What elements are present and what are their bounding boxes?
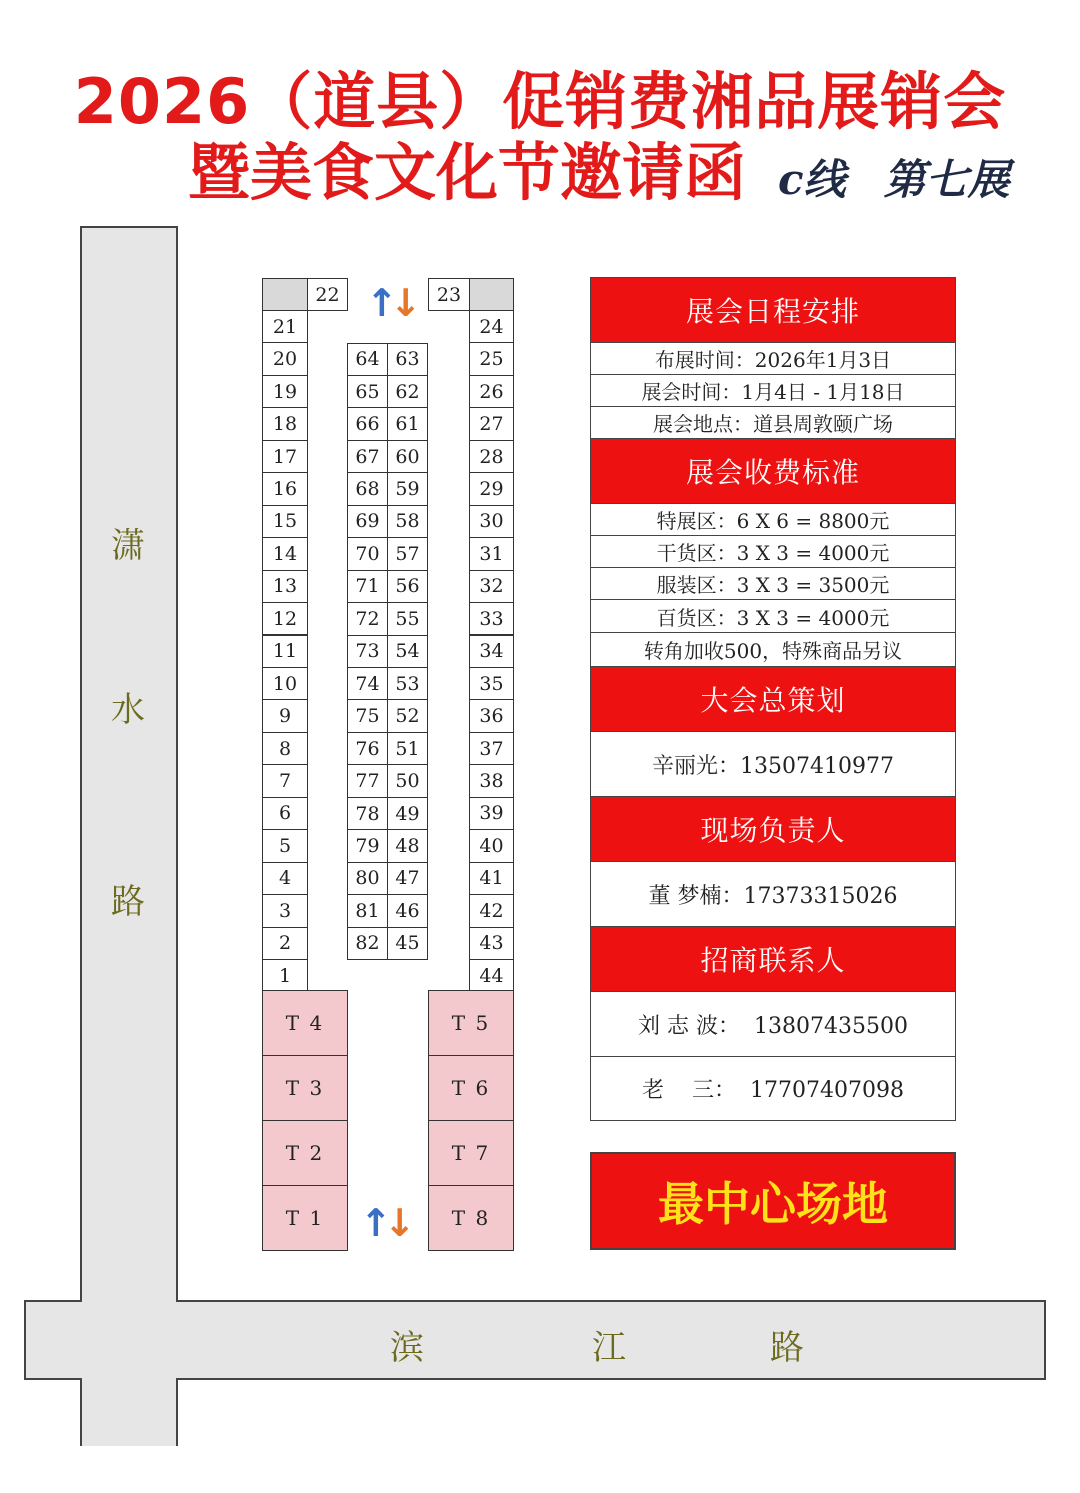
- booth-cell: 15: [262, 505, 308, 538]
- schedule-header: 展会日程安排: [590, 277, 956, 343]
- booth-cell: 52: [387, 699, 428, 732]
- booth-cell: 79: [347, 829, 388, 862]
- corner-gray-block: [469, 278, 514, 311]
- up-arrow-icon: ↑: [366, 281, 398, 325]
- schedule-setup-row: 布展时间：2026年1月3日: [590, 342, 956, 375]
- booth-cell: 27: [469, 407, 514, 440]
- booth-cell: 68: [347, 472, 388, 505]
- line-label: c线: [778, 155, 846, 204]
- fee-row: 特展区：6 X 6 = 8800元: [590, 503, 956, 536]
- up-arrow-icon: ↑: [360, 1201, 392, 1245]
- booth-cell: 2: [262, 927, 308, 960]
- horizontal-road-char-1: 滨: [390, 1328, 424, 1368]
- investment-header: 招商联系人: [590, 926, 956, 992]
- booth-cell: 36: [469, 699, 514, 732]
- booth-cell: 55: [387, 602, 428, 635]
- down-arrow-icon: ↓: [389, 281, 422, 325]
- vertical-road-char-1: 潇: [111, 526, 145, 566]
- booth-cell: 73: [347, 635, 388, 668]
- horizontal-road-char-2: 江: [592, 1328, 626, 1368]
- booth-cell: 64: [347, 343, 388, 376]
- investment-contact: 刘 志 波： 13807435500: [590, 991, 956, 1057]
- booth-cell: 33: [469, 602, 514, 635]
- booth-cell: 40: [469, 829, 514, 862]
- booth-cell: 21: [262, 310, 308, 343]
- onsite-contact: 董 梦楠：17373315026: [590, 861, 956, 927]
- booth-cell: 9: [262, 699, 308, 732]
- down-arrow-icon: ↓: [383, 1201, 416, 1245]
- booth-cell: 41: [469, 862, 514, 895]
- fee-note-row: 转角加收500，特殊商品另议: [590, 632, 956, 667]
- fee-row: 百货区：3 X 3 = 4000元: [590, 599, 956, 633]
- booth-cell: 78: [347, 797, 388, 830]
- booth-cell: 11: [262, 635, 308, 668]
- booth-cell: 74: [347, 667, 388, 700]
- onsite-header: 现场负责人: [590, 796, 956, 862]
- booth-cell: 10: [262, 667, 308, 700]
- fees-header: 展会收费标准: [590, 438, 956, 504]
- booth-cell: 35: [469, 667, 514, 700]
- booth-cell: 62: [387, 375, 428, 408]
- booth-cell: 69: [347, 505, 388, 538]
- booth-cell: 42: [469, 894, 514, 927]
- booth-cell: 66: [347, 407, 388, 440]
- booth-cell: 38: [469, 764, 514, 797]
- booth-cell: 49: [387, 797, 428, 830]
- booth-cell: 8: [262, 732, 308, 765]
- booth-cell: 75: [347, 699, 388, 732]
- booth-cell: 60: [387, 440, 428, 473]
- booth-cell: 39: [469, 797, 514, 830]
- booth-cell: 65: [347, 375, 388, 408]
- t-booth-cell: T 7: [428, 1120, 514, 1186]
- booth-cell: 31: [469, 537, 514, 570]
- booth-cell: 3: [262, 894, 308, 927]
- t-booth-cell: T 3: [262, 1055, 348, 1121]
- booth-cell: 71: [347, 570, 388, 603]
- booth-cell: 29: [469, 472, 514, 505]
- booth-cell: 24: [469, 310, 514, 343]
- booth-cell: 54: [387, 635, 428, 668]
- booth-cell: 56: [387, 570, 428, 603]
- booth-cell: 20: [262, 342, 308, 375]
- traffic-arrows-top: [366, 281, 422, 325]
- booth-cell: 82: [347, 927, 388, 960]
- investment-contact: 老 三： 17707407098: [590, 1056, 956, 1121]
- booth-cell: 70: [347, 537, 388, 570]
- booth-cell: 80: [347, 862, 388, 895]
- planner-contact: 辛丽光：13507410977: [590, 731, 956, 797]
- booth-cell: 7: [262, 764, 308, 797]
- booth-cell: 17: [262, 440, 308, 473]
- booth-cell: 44: [469, 959, 514, 992]
- t-booth-cell: T 2: [262, 1120, 348, 1186]
- planner-header: 大会总策划: [590, 666, 956, 732]
- horizontal-road-char-3: 路: [770, 1328, 804, 1368]
- booth-cell: 63: [387, 343, 428, 376]
- booth-cell: 22: [307, 278, 348, 311]
- booth-cell: 34: [469, 635, 514, 668]
- booth-cell: 45: [387, 927, 428, 960]
- booth-cell: 53: [387, 667, 428, 700]
- vertical-road-char-2: 水: [111, 690, 145, 730]
- invitation-title-line1: 2026（道县）促销费湘品展销会: [73, 65, 1007, 138]
- vertical-road-char-3: 路: [111, 882, 145, 922]
- binjiang-road: [24, 1300, 1046, 1380]
- booth-cell: 12: [262, 602, 308, 635]
- corner-gray-block: [262, 278, 308, 311]
- edition-tag: [778, 150, 1058, 210]
- booth-cell: 16: [262, 472, 308, 505]
- booth-cell: 50: [387, 764, 428, 797]
- booth-cell: 61: [387, 407, 428, 440]
- booth-cell: 47: [387, 862, 428, 895]
- booth-cell: 1: [262, 959, 308, 992]
- booth-cell: 46: [387, 894, 428, 927]
- booth-cell: 18: [262, 407, 308, 440]
- booth-cell: 81: [347, 894, 388, 927]
- booth-cell: 37: [469, 732, 514, 765]
- booth-cell: 4: [262, 862, 308, 895]
- invitation-title-line2: 暨美食文化节邀请函: [188, 136, 747, 209]
- booth-cell: 67: [347, 440, 388, 473]
- booth-cell: 26: [469, 375, 514, 408]
- fee-row: 干货区：3 X 3 = 4000元: [590, 535, 956, 568]
- booth-cell: 58: [387, 505, 428, 538]
- edition-label: 第七展: [883, 155, 1010, 204]
- road-intersection: [82, 1298, 176, 1384]
- booth-cell: 14: [262, 537, 308, 570]
- booth-cell: 6: [262, 797, 308, 830]
- center-venue-label: 最中心场地: [590, 1152, 956, 1250]
- t-booth-cell: T 8: [428, 1185, 514, 1251]
- booth-cell: 30: [469, 505, 514, 538]
- booth-cell: 77: [347, 764, 388, 797]
- booth-cell: 23: [428, 278, 470, 311]
- booth-cell: 19: [262, 375, 308, 408]
- booth-cell: 32: [469, 570, 514, 603]
- schedule-venue-row: 展会地点：道县周敦颐广场: [590, 406, 956, 439]
- fee-row: 服装区：3 X 3 = 3500元: [590, 567, 956, 600]
- booth-cell: 51: [387, 732, 428, 765]
- t-booth-cell: T 6: [428, 1055, 514, 1121]
- booth-cell: 28: [469, 440, 514, 473]
- booth-cell: 76: [347, 732, 388, 765]
- t-booth-cell: T 1: [262, 1185, 348, 1251]
- traffic-arrows-bottom: [360, 1201, 416, 1245]
- t-booth-cell: T 5: [428, 990, 514, 1056]
- booth-cell: 43: [469, 927, 514, 960]
- t-booth-cell: T 4: [262, 990, 348, 1056]
- booth-cell: 57: [387, 537, 428, 570]
- booth-cell: 59: [387, 472, 428, 505]
- schedule-dates-row: 展会时间：1月4日 - 1月18日: [590, 374, 956, 407]
- xiaoshui-road: [80, 226, 178, 1446]
- booth-cell: 25: [469, 342, 514, 375]
- booth-cell: 48: [387, 829, 428, 862]
- booth-cell: 5: [262, 829, 308, 862]
- booth-cell: 72: [347, 602, 388, 635]
- booth-cell: 13: [262, 570, 308, 603]
